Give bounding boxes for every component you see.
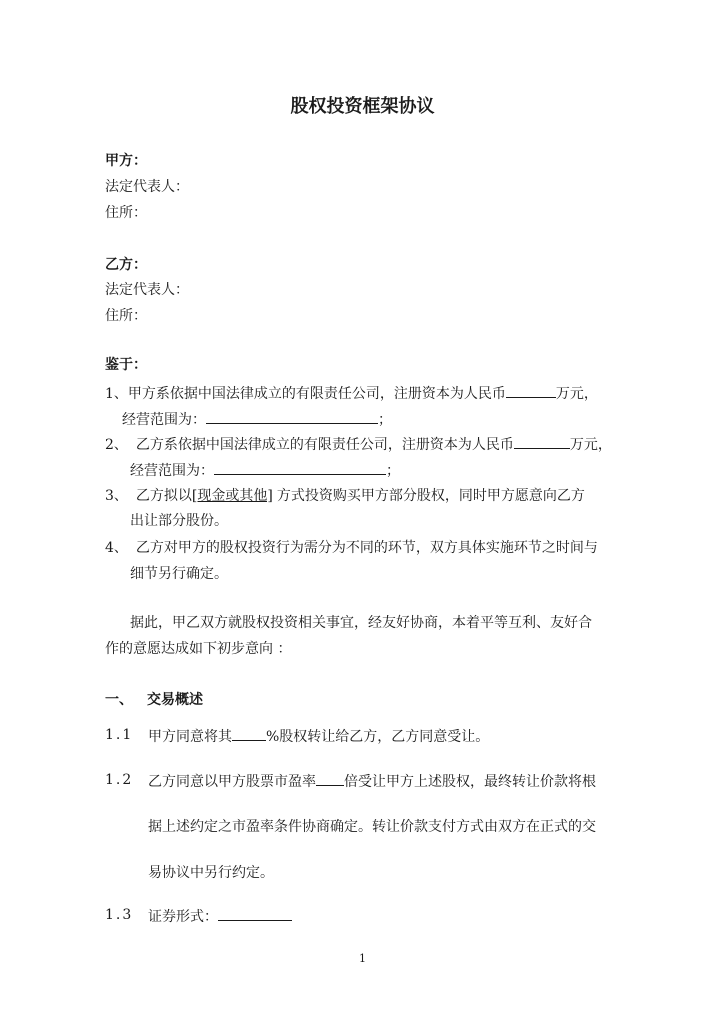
- preamble-line2: 作的意愿达成如下初步意向 ：: [105, 641, 292, 657]
- whereas-item-2-line2: 经营范围为： ；: [130, 460, 400, 480]
- party-b-rep-label: 法定代表人：: [105, 282, 189, 298]
- whereas-item-3-line2: 出让部分股份。: [130, 513, 228, 529]
- item-number: 3、: [105, 488, 128, 504]
- clause-1-2-line3: 易协议中另行约定。: [148, 865, 274, 881]
- business-scope-blank: [214, 460, 386, 475]
- whereas-item-4: 4、 乙方对甲方的股权投资行为需分为不同的环节，双方具体实施环节之时间与: [105, 540, 598, 556]
- document-title: 股权投资框架协议: [290, 96, 435, 117]
- whereas-item-2: 2、 乙方系依据中国法律成立的有限责任公司，注册资本为人民币 万元，: [105, 434, 612, 454]
- party-a-label: 甲方：: [105, 153, 147, 169]
- party-b-label: 乙方：: [105, 257, 147, 273]
- clause-1-2-number: 1.2: [105, 772, 134, 788]
- party-a-address-label: 住所：: [105, 205, 147, 221]
- party-a-rep-label: 法定代表人：: [105, 179, 189, 195]
- clause-1-2-line1: 乙方同意以甲方股票市盈率 倍受让甲方上述股权，最终转让价款将根: [148, 771, 596, 791]
- item-number: 2、: [105, 437, 128, 453]
- whereas-label: 鉴于：: [105, 357, 147, 373]
- whereas-item-1-line2: 经营范围为： ；: [122, 409, 392, 429]
- capital-blank: [514, 434, 570, 449]
- section-number: 一、: [105, 692, 133, 708]
- clause-1-2-line2: 据上述约定之市盈率条件协商确定。转让价款支付方式由双方在正式的交: [148, 819, 596, 835]
- section-1-heading: [105, 691, 203, 709]
- pe-ratio-blank: [316, 771, 344, 786]
- preamble-line1: 据此，甲乙双方就股权投资相关事宜，经友好协商，本着平等互利、友好合: [130, 615, 592, 631]
- whereas-item-3: 3、 乙方拟以[现金或其他] 方式投资购买甲方部分股权，同时甲方愿意向乙方: [105, 488, 585, 504]
- item-number: 4、: [105, 540, 128, 556]
- business-scope-blank: [206, 409, 378, 424]
- clause-1-1: 甲方同意将其 %股权转让给乙方，乙方同意受让。: [148, 726, 489, 746]
- whereas-item-4-line2: 细节另行确定。: [130, 566, 228, 582]
- item-number: 1、: [105, 386, 128, 402]
- clause-1-3: 证券形式：: [148, 906, 292, 926]
- clause-1-3-number: 1.3: [105, 907, 134, 923]
- page-number: 1: [359, 952, 366, 965]
- equity-percent-blank: [232, 726, 266, 741]
- securities-form-blank: [218, 906, 292, 921]
- payment-method-placeholder: [现金或其他]: [191, 488, 273, 504]
- party-b-address-label: 住所：: [105, 308, 147, 324]
- whereas-item-1: 1、甲方系依据中国法律成立的有限责任公司，注册资本为人民币 万元，: [105, 383, 598, 403]
- clause-1-1-number: 1.1: [105, 727, 134, 743]
- section-title: 交易概述: [147, 692, 203, 708]
- capital-blank: [506, 383, 556, 398]
